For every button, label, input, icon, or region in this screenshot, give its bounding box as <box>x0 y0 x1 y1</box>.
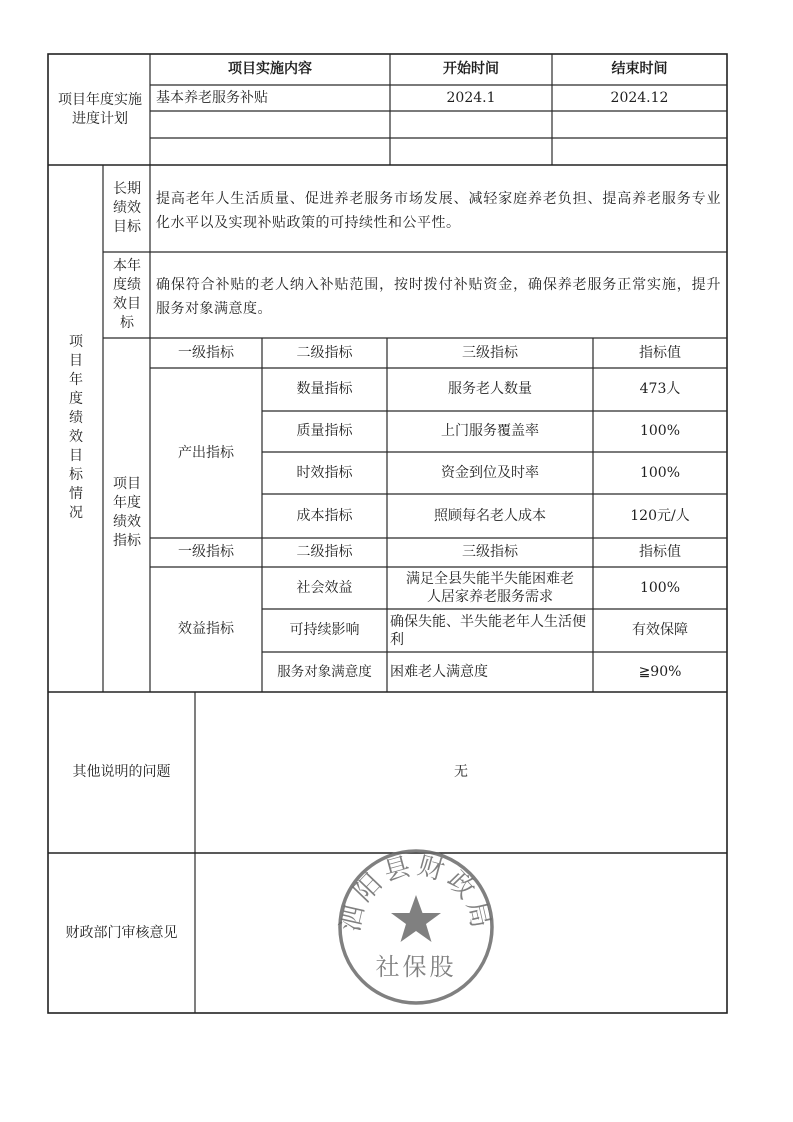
output-row-level2: 时效指标 <box>296 464 353 481</box>
output-row-level3: 照顾每名老人成本 <box>434 507 546 524</box>
ind-header-value: 指标值 <box>639 344 681 361</box>
plan-header-content: 项目实施内容 <box>228 61 312 77</box>
plan-header-end: 结束时间 <box>611 61 668 77</box>
official-seal <box>336 847 496 1007</box>
output-row-level2: 质量指标 <box>296 423 353 439</box>
benefit-row-level3: 确保失能、半失能老年人生活便利 <box>390 613 586 648</box>
goals-section-label: 项目年度绩效目标情况 <box>69 334 83 521</box>
benefit-row-level3: 满足全县失能半失能困难老人居家养老服务需求 <box>406 571 574 605</box>
plan-row-start: 2024.1 <box>446 89 496 106</box>
output-level1: 产出指标 <box>178 444 234 461</box>
output-row-value: 473人 <box>639 381 681 397</box>
indicator-section-label: 项目年度绩效指标 <box>113 476 141 549</box>
review-label: 财政部门审核意见 <box>65 924 178 941</box>
output-row-level2: 成本指标 <box>296 507 353 524</box>
seal-bottom-text: 社保股 <box>375 953 457 981</box>
ind-header-level2: 二级指标 <box>296 344 353 361</box>
other-value: 无 <box>454 764 468 780</box>
output-row-level3: 上门服务覆盖率 <box>441 423 539 439</box>
ind-header2-level2: 二级指标 <box>296 544 353 560</box>
long-term-goal-text: 提高老年人生活质量、促进养老服务市场发展、减轻家庭养老负担、提高养老服务专业化水平以及实现补贴政策的可持续性和公平性。 <box>156 191 721 231</box>
output-row-level3: 服务老人数量 <box>448 381 532 397</box>
annual-goal-text: 确保符合补贴的老人纳入补贴范围，按时拨付补贴资金，确保养老服务正常实施，提升服务对象满意度。 <box>156 277 721 317</box>
output-row-value: 100% <box>639 464 681 481</box>
ind-header-level1: 一级指标 <box>178 344 234 361</box>
plan-header-start: 开始时间 <box>443 61 499 77</box>
benefit-row-level2: 可持续影响 <box>289 622 360 638</box>
star-icon <box>391 895 441 942</box>
benefit-row-value: 有效保障 <box>632 622 688 638</box>
output-row-level3: 资金到位及时率 <box>441 464 539 481</box>
ind-header2-level3: 三级指标 <box>462 544 518 560</box>
output-row-level2: 数量指标 <box>296 381 353 397</box>
plan-label: 项目年度实施进度计划 <box>58 92 142 127</box>
annual-goal-label: 本年度绩效目标 <box>113 258 141 331</box>
benefit-row-level2: 社会效益 <box>296 579 353 596</box>
seal-top-text: 泗阳县财政局 <box>336 850 496 935</box>
long-term-goal-label: 长期绩效目标 <box>113 181 141 235</box>
plan-row-content: 基本养老服务补贴 <box>156 89 268 106</box>
plan-row-end: 2024.12 <box>610 89 669 106</box>
output-row-value: 100% <box>639 423 681 439</box>
benefit-row-value: 100% <box>639 579 681 596</box>
benefit-row-level2: 服务对象满意度 <box>277 663 372 680</box>
benefit-row-value: ≧90% <box>638 663 682 680</box>
ind-header2-level1: 一级指标 <box>178 544 234 560</box>
other-label: 其他说明的问题 <box>72 764 171 780</box>
ind-header-level3: 三级指标 <box>462 344 518 361</box>
benefit-row-level3: 困难老人满意度 <box>390 663 488 680</box>
output-row-value: 120元/人 <box>630 507 690 524</box>
benefit-level1: 效益指标 <box>178 621 234 637</box>
ind-header2-value: 指标值 <box>639 544 681 560</box>
